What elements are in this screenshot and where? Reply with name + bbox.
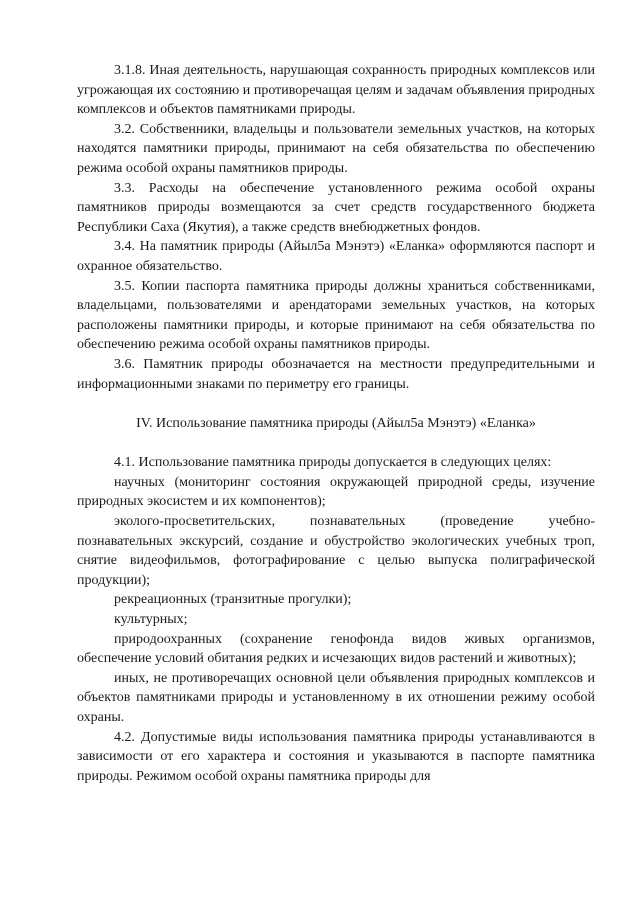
paragraph-4-1: 4.1. Использование памятника природы допускается в следующих целях: xyxy=(114,455,552,471)
list-item-cultural: культурных; xyxy=(114,612,188,628)
list-item-recreational: рекреационных (транзитные прогулки); xyxy=(114,592,352,608)
document-text-body xyxy=(77,61,595,786)
paragraph-3-5: 3.5. Копии паспорта памятника природы должны храниться собственниками, владельцами, пользователями и арендаторами земельных участков, на которых расположены памятники природы, и которые принимают на себя обязательства по обеспечению режима особой охраны памятников природы. xyxy=(77,278,595,353)
list-item-other: иных, не противоречащих основной цели объявления природных комплексов и объектов памятниками природы и установленному в их отношении режиму особой охраны. xyxy=(77,670,595,725)
paragraph-3-6: 3.6. Памятник природы обозначается на местности предупредительными и информационными знаками по периметру его границы. xyxy=(77,356,595,392)
paragraph-3-1-8: 3.1.8. Иная деятельность, нарушающая сохранность природных комплексов или угрожающая их состоянию и противоречащая целям и задачам объявления природных комплексов и объектов памятниками природы. xyxy=(77,63,595,118)
list-item-conservation: природоохранных (сохранение генофонда видов живых организмов, обеспечение условий обитания редких и исчезающих видов растений и животных); xyxy=(77,631,595,667)
paragraph-3-4: 3.4. На памятник природы (Айыл5а Мэнэтэ) «Еланка» оформляются паспорт и охранное обязательство. xyxy=(77,239,595,274)
list-item-scientific: научных (мониторинг состояния окружающей природной среды, изучение природных экосистем и их компонентов); xyxy=(77,474,595,510)
list-item-educational: эколого-просветительских, познавательных (проведение учебно-познавательных экскурсий, создание и обустройство экологических учебных троп, снятие видеофильмов, фотографирование с целью выпуска полиграфической продукции); xyxy=(77,514,595,588)
paragraph-4-2: 4.2. Допустимые виды использования памятника природы устанавливаются в зависимости от его характера и состояния и указываются в паспорте памятника природы. Режимом особой охраны памятника природы для xyxy=(77,729,595,784)
section-heading-iv: IV. Использование памятника природы (Айыл5а Мэнэтэ) «Еланка» xyxy=(136,416,536,432)
paragraph-3-3: 3.3. Расходы на обеспечение установленного режима особой охраны памятников природы возмещаются за счет средств государственного бюджета Республики Саха (Якутия), а также средств внебюджетных фондов. xyxy=(77,180,595,235)
paragraph-3-2: 3.2. Собственники, владельцы и пользователи земельных участков, на которых находятся памятники природы, принимают на себя обязательства по обеспечению режима особой охраны памятников природы. xyxy=(77,121,595,176)
